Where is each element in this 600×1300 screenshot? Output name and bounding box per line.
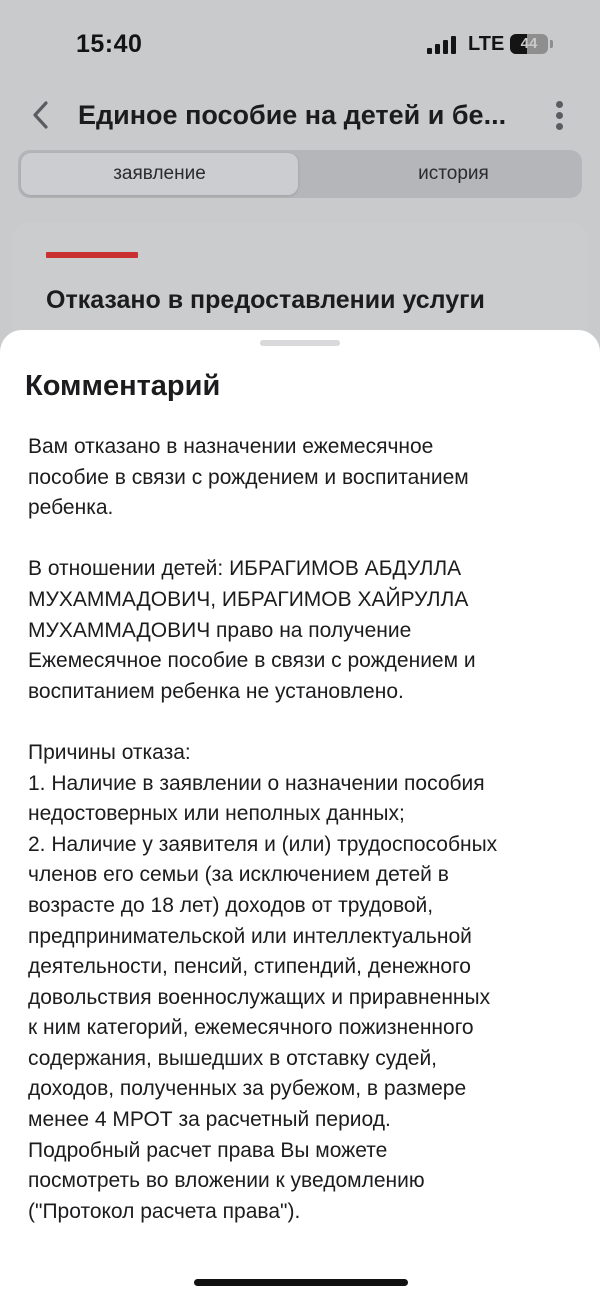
comment-paragraph: Причины отказа: 1. Наличие в заявлении о назначении пособия недостоверных или неполных данных; 2. Наличие у заявителя и (или) трудоспособных членов его семьи (за исключением детей в возрасте до 18 лет) доходов от трудовой, предпринимательской или интеллектуальной деятельности, пенсий, стипендий, денежного довольствия военнослужащих и приравненных к ним категорий, ежемесячного пожизненного содержания, вышедших в отставку судей, доходов, полученных за рубежом, в размере менее 4 МРОТ за расчетный период. Подробный расчет права Вы можете посмотреть во вложении к уведомлению ("Протокол расчета права"). — [28, 740, 498, 1223]
status-accent-bar — [46, 252, 138, 258]
tab-application[interactable]: заявление — [21, 153, 298, 195]
sheet-title: Комментарий — [25, 370, 221, 402]
status-bar — [0, 0, 600, 90]
app-header — [0, 90, 600, 142]
signal-icon — [427, 36, 457, 54]
page-title: Единое пособие на детей и бе... — [78, 100, 507, 130]
sheet-drag-handle[interactable] — [260, 340, 340, 346]
home-indicator[interactable] — [194, 1279, 408, 1286]
more-vertical-icon[interactable] — [552, 100, 568, 130]
battery-icon — [510, 34, 548, 54]
network-type: LTE — [468, 33, 505, 55]
status-time: 15:40 — [76, 30, 143, 58]
comment-sheet — [0, 330, 600, 1300]
comment-paragraph: В отношении детей: ИБРАГИМОВ АБДУЛЛА МУХАММАДОВИЧ, ИБРАГИМОВ ХАЙРУЛЛА МУХАММАДОВИЧ право на получение Ежемесячное пособие в связи с рождением и воспитанием ребенка не установлено. — [28, 557, 476, 703]
battery-tip — [550, 40, 553, 48]
battery-level: 44 — [520, 35, 538, 52]
tab-history[interactable]: история — [418, 163, 489, 184]
comment-body — [28, 432, 580, 1227]
chevron-left-icon[interactable] — [30, 100, 52, 130]
status-title: Отказано в предоставлении услуги — [46, 286, 485, 314]
comment-paragraph: Вам отказано в назначении ежемесячное пособие в связи с рождением и воспитанием ребенка. — [28, 435, 469, 520]
tab-bar — [18, 150, 582, 198]
